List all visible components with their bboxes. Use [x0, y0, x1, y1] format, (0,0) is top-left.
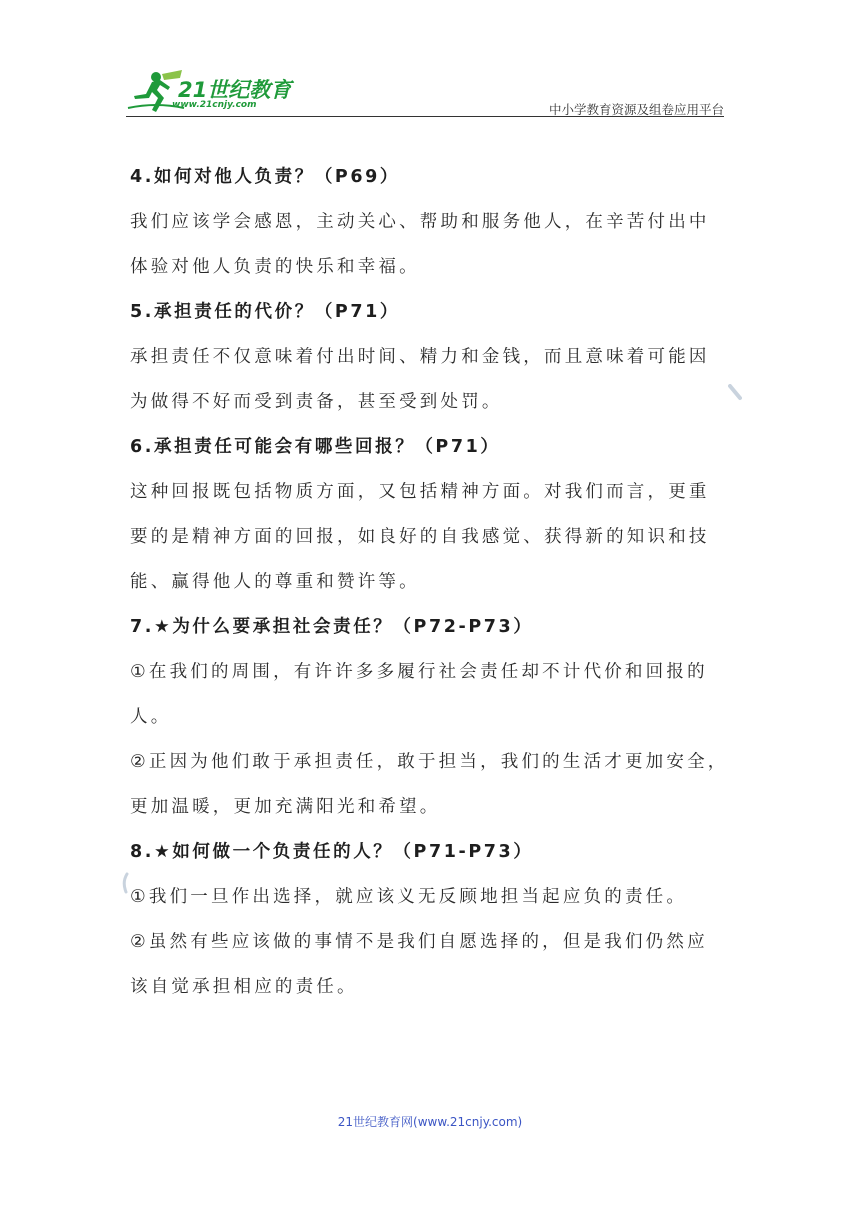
answer-line: 承担责任不仅意味着付出时间、精力和金钱，而且意味着可能因 — [130, 347, 710, 367]
answer-line: 该自觉承担相应的责任。 — [130, 977, 358, 997]
header-divider — [126, 116, 724, 117]
logo-url: www.21cnjy.com — [172, 100, 257, 110]
question-heading: 5.承担责任的代价？（P71） — [130, 302, 401, 322]
answer-line: 人。 — [130, 707, 172, 727]
answer-line: ①在我们的周围，有许许多多履行社会责任却不计代价和回报的 — [130, 662, 708, 682]
header-tagline: 中小学教育资源及组卷应用平台 — [548, 102, 724, 117]
answer-line: 体验对他人负责的快乐和幸福。 — [130, 257, 420, 277]
decorative-mark-icon — [728, 384, 742, 402]
answer-line: 能、赢得他人的尊重和赞许等。 — [130, 572, 420, 592]
page-header — [126, 68, 724, 118]
answer-line: 更加温暖，更加充满阳光和希望。 — [130, 797, 441, 817]
question-heading: 4.如何对他人负责？（P69） — [130, 167, 401, 187]
question-heading: 7.★为什么要承担社会责任？（P72-P73） — [130, 617, 534, 637]
logo-text: 21世纪教育 — [178, 78, 292, 102]
decorative-mark-icon — [120, 872, 130, 894]
answer-line: ②虽然有些应该做的事情不是我们自愿选择的，但是我们仍然应 — [130, 932, 708, 952]
site-logo[interactable] — [126, 68, 296, 116]
answer-line: ①我们一旦作出选择，就应该义无反顾地担当起应负的责任。 — [130, 887, 688, 907]
answer-line: 要的是精神方面的回报，如良好的自我感觉、获得新的知识和技 — [130, 527, 710, 547]
question-heading: 6.承担责任可能会有哪些回报？（P71） — [130, 437, 501, 457]
answer-line: 为做得不好而受到责备，甚至受到处罚。 — [130, 392, 503, 412]
answer-line: ②正因为他们敢于承担责任，敢于担当，我们的生活才更加安全， — [130, 752, 729, 772]
answer-line: 我们应该学会感恩，主动关心、帮助和服务他人，在辛苦付出中 — [130, 212, 710, 232]
answer-line: 这种回报既包括物质方面，又包括精神方面。对我们而言，更重 — [130, 482, 710, 502]
page-footer[interactable]: 21世纪教育网(www.21cnjy.com) — [337, 1115, 523, 1129]
question-heading: 8.★如何做一个负责任的人？（P71-P73） — [130, 842, 534, 862]
